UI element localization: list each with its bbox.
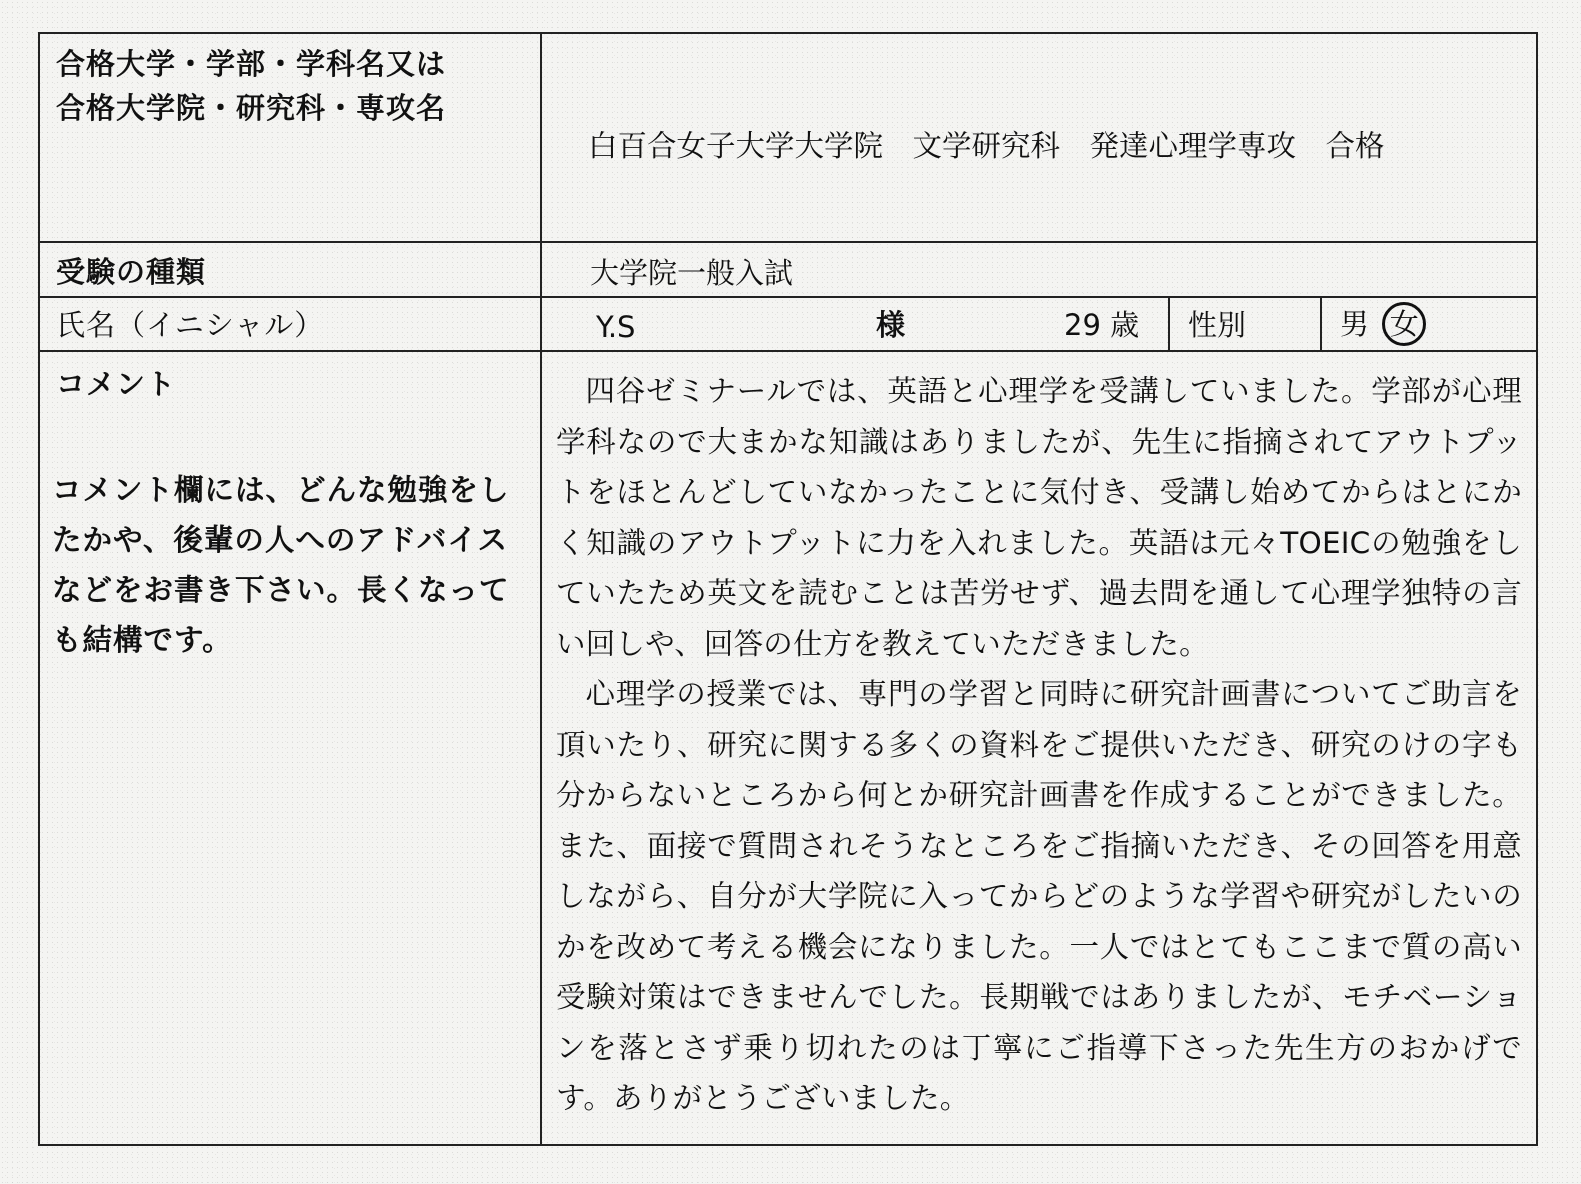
- gender-label: 性別: [1188, 308, 1247, 342]
- row-divider-1: [38, 241, 1538, 243]
- column-divider: [540, 32, 542, 1146]
- university-value: 白百合女子大学大学院 文学研究科 発達心理学専攻 合格: [588, 129, 1385, 163]
- age-gender-divider: [1168, 296, 1170, 350]
- comment-label: コメント: [56, 367, 177, 401]
- exam-type-label: 受験の種類: [56, 255, 207, 289]
- gender-options: [1340, 302, 1426, 346]
- comment-hint: コメント欄には、どんな勉強をしたかや、後輩の人へのアドバイスなどをお書き下さい。長くなっても結構です。: [52, 473, 510, 657]
- row-divider-2: [38, 296, 1538, 298]
- comment-paragraph-1: 四谷ゼミナールでは、英語と心理学を受講していました。学部が心理学科なので大まかな知識はありましたが、先生に指摘されてアウトプットをほとんどしていなかったことに気付き、受講し始めてからはとにかく知識のアウトプットに力を入れました。英語は元々TOEICの勉強をしていたため英文を読むことは苦労せず、過去問を通して心理学独特の言い回しや、回答の仕方を教えていただきました。: [556, 374, 1522, 661]
- gender-value-divider: [1320, 296, 1322, 350]
- comment-body: [556, 366, 1522, 1124]
- name-label: 氏名（イニシャル）: [56, 308, 325, 342]
- gender-male: 男: [1340, 307, 1370, 341]
- university-label-line1: 合格大学・学部・学科名又は: [56, 47, 447, 81]
- row-divider-3: [38, 350, 1538, 352]
- university-label: [56, 42, 446, 130]
- exam-type-value: 大学院一般入試: [590, 256, 794, 290]
- gender-female-circled: 女: [1382, 302, 1426, 346]
- name-initials: Y.S: [596, 310, 636, 344]
- comment-paragraph-2: 心理学の授業では、専門の学習と同時に研究計画書についてご助言を頂いたり、研究に関する多くの資料をご提供いただき、研究のけの字も分からないところから何とか研究計画書を作成することができました。また、面接で質問されそうなところをご指摘いただき、その回答を用意しながら、自分が大学院に入ってからどのような学習や研究がしたいのかを改めて考える機会になりました。一人ではとてもここまで質の高い受験対策はできませんでした。長期戦ではありましたが、モチベーションを落とさず乗り切れたのは丁寧にご指導下さった先生方のおかげです。ありがとうございました。: [556, 677, 1522, 1115]
- age-value: 29 歳: [1064, 308, 1140, 342]
- name-honorific: 様: [876, 308, 906, 342]
- university-label-line2: 合格大学院・研究科・専攻名: [56, 91, 447, 125]
